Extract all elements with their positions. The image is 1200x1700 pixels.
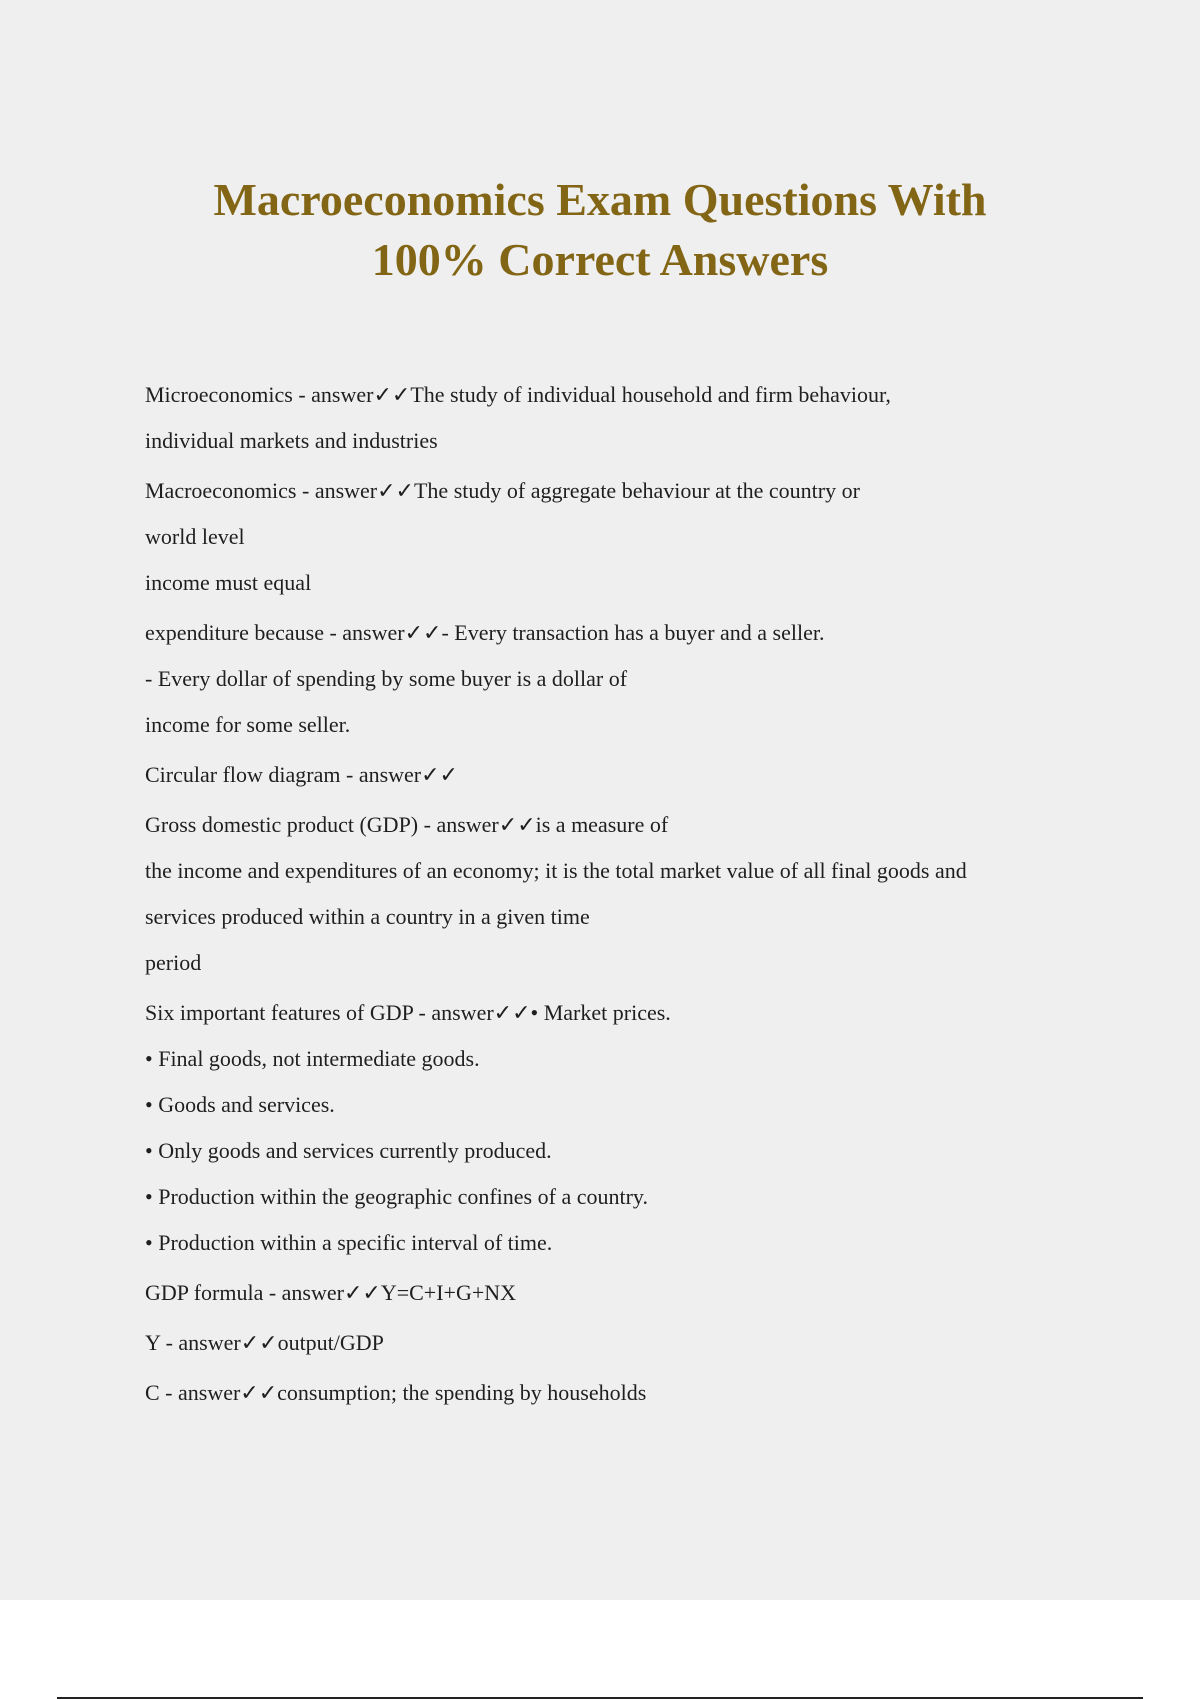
text-line: • Production within a specific interval of time. bbox=[145, 1230, 553, 1255]
document-title bbox=[0, 170, 1200, 290]
text-line: Circular flow diagram - answer✓✓ bbox=[145, 762, 458, 787]
footer-divider bbox=[57, 1697, 1143, 1699]
text-line: • Final goods, not intermediate goods. bbox=[145, 1046, 480, 1071]
text-line: services produced within a country in a given time bbox=[145, 904, 590, 929]
text-line: individual markets and industries bbox=[145, 428, 438, 453]
text-line: Y - answer✓✓output/GDP bbox=[145, 1330, 384, 1355]
text-line: income must equal bbox=[145, 570, 312, 595]
text-line: C - answer✓✓consumption; the spending by households bbox=[145, 1380, 647, 1405]
text-line: period bbox=[145, 950, 202, 975]
text-line: Macroeconomics - answer✓✓The study of aggregate behaviour at the country or bbox=[145, 478, 860, 503]
title-line-2: 100% Correct Answers bbox=[371, 234, 829, 285]
text-line: • Goods and services. bbox=[145, 1092, 335, 1117]
text-line: Gross domestic product (GDP) - answer✓✓is a measure of bbox=[145, 812, 669, 837]
text-line: the income and expenditures of an economy; it is the total market value of all final goods and bbox=[145, 858, 967, 883]
text-line: Six important features of GDP - answer✓✓• Market prices. bbox=[145, 1000, 671, 1025]
title-line-1: Macroeconomics Exam Questions With bbox=[213, 174, 987, 225]
text-line: • Only goods and services currently produced. bbox=[145, 1138, 552, 1163]
text-line: - Every dollar of spending by some buyer is a dollar of bbox=[145, 666, 628, 691]
text-line: • Production within the geographic confines of a country. bbox=[145, 1184, 648, 1209]
text-line: GDP formula - answer✓✓Y=C+I+G+NX bbox=[145, 1280, 517, 1305]
text-line: income for some seller. bbox=[145, 712, 351, 737]
text-line: world level bbox=[145, 524, 245, 549]
document-body bbox=[145, 381, 1105, 1407]
text-line: expenditure because - answer✓✓- Every transaction has a buyer and a seller. bbox=[145, 620, 825, 645]
text-line: Microeconomics - answer✓✓The study of individual household and firm behaviour, bbox=[145, 382, 891, 407]
